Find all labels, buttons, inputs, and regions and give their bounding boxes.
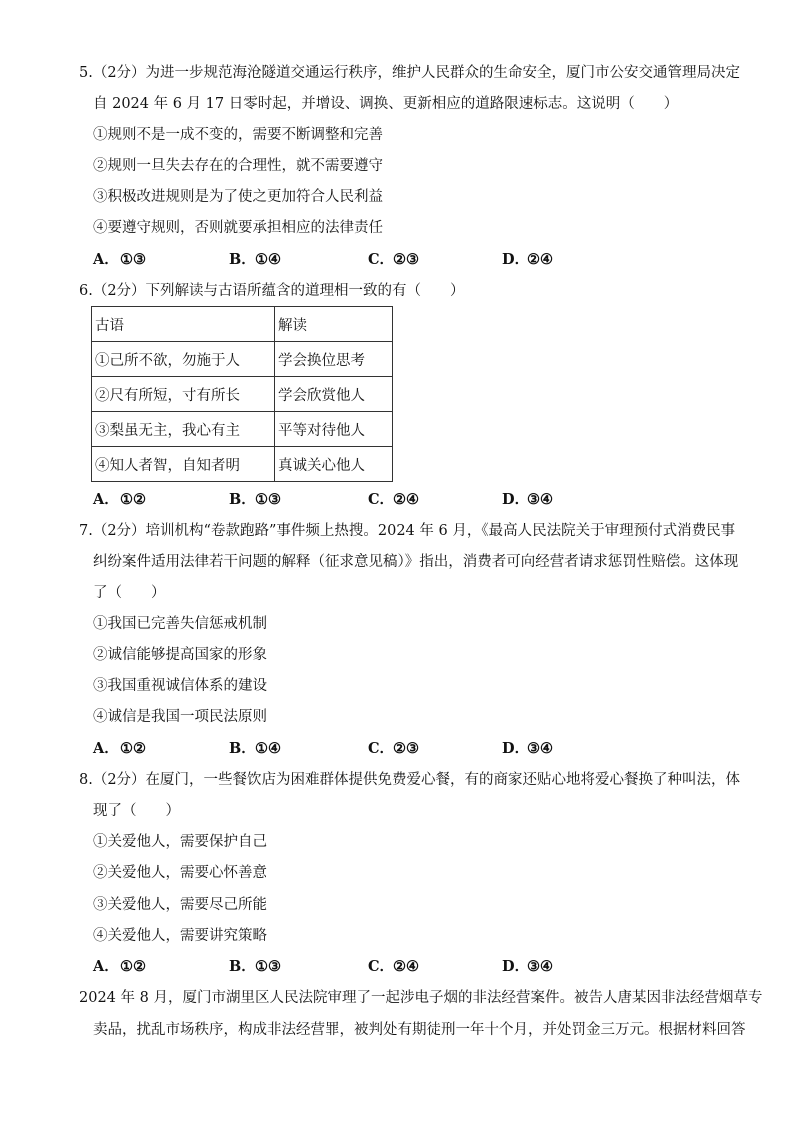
q7-stem-line3: 了（ ）: [93, 585, 166, 601]
q5-option-a-value: ①③: [120, 251, 146, 268]
q6-option-a-value: ①②: [120, 491, 146, 508]
q5-option-c-value: ②③: [393, 251, 419, 268]
q5-item: ②规则一旦失去存在的合理性，就不需要遵守: [93, 158, 383, 174]
q5-item: ①规则不是一成不变的，需要不断调整和完善: [93, 127, 383, 143]
table-header-row: [92, 307, 393, 342]
table-row: [92, 412, 393, 447]
q7-item: ④诚信是我国一项民法原则: [93, 709, 267, 725]
q7-item: ②诚信能够提高国家的形象: [93, 647, 267, 663]
q8-option-a-value: ①②: [120, 958, 146, 975]
q7-option-b-letter: B．: [229, 740, 256, 757]
table-cell: ④知人者智，自知者明: [92, 447, 275, 482]
q5-stem-line1: 5.（2分）为进一步规范海沧隧道交通运行秩序，维护人民群众的生命安全，厦门市公安交通管理局决定: [79, 65, 741, 81]
q6-option-b-letter: B．: [229, 491, 256, 508]
q7-stem-line2: 纠纷案件适用法律若干问题的解释（征求意见稿）》指出，消费者可向经营者请求惩罚性赔偿。这体现: [93, 554, 739, 570]
q5-option-c-letter: C．: [368, 251, 395, 268]
q7-stem-line1: 7.（2分）培训机构“卷款跑路”事件频上热搜。2024 年 6 月，《最高人民法院关于审理预付式消费民事: [79, 523, 736, 539]
q6-stem: 6.（2分）下列解读与古语所蕴含的道理相一致的有（ ）: [79, 283, 465, 299]
q8-item: ②关爱他人，需要心怀善意: [93, 865, 267, 881]
q6-option-d-value: ③④: [527, 491, 553, 508]
q7-option-c-letter: C．: [368, 740, 395, 757]
q6-option-c-letter: C．: [368, 491, 395, 508]
table-cell: 学会欣赏他人: [275, 377, 393, 412]
q6-table: [91, 306, 393, 482]
q8-stem-line1: 8.（2分）在厦门，一些餐饮店为困难群体提供免费爱心餐，有的商家还贴心地将爱心餐换了种叫法，体: [79, 772, 741, 788]
table-cell: ③梨虽无主，我心有主: [92, 412, 275, 447]
q6-option-b-value: ①③: [255, 491, 281, 508]
q8-stem-line2: 现了（ ）: [93, 803, 180, 819]
table-cell: 平等对待他人: [275, 412, 393, 447]
q7-option-a-value: ①②: [120, 740, 146, 757]
q6-option-a-letter: A．: [93, 491, 119, 508]
q7-item: ③我国重视诚信体系的建设: [93, 678, 267, 694]
q8-option-c-letter: C．: [368, 958, 395, 975]
q7-option-d-value: ③④: [527, 740, 553, 757]
q8-option-d-letter: D．: [502, 958, 530, 975]
q5-option-a-letter: A．: [93, 251, 119, 268]
q5-option-d-value: ②④: [527, 251, 553, 268]
q8-item: ④关爱他人，需要讲究策略: [93, 928, 267, 944]
q8-item: ①关爱他人，需要保护自己: [93, 834, 267, 850]
q7-option-c-value: ②③: [393, 740, 419, 757]
q6-option-d-letter: D．: [502, 491, 530, 508]
q5-option-b-value: ①④: [255, 251, 281, 268]
q8-option-a-letter: A．: [93, 958, 119, 975]
table-cell: ②尺有所短，寸有所长: [92, 377, 275, 412]
q5-stem-line2: 自 2024 年 6 月 17 日零时起，并增设、调换、更新相应的道路限速标志。这说明（ ）: [93, 96, 679, 112]
q7-option-d-letter: D．: [502, 740, 530, 757]
q8-option-c-value: ②④: [393, 958, 419, 975]
q6-option-c-value: ②④: [393, 491, 419, 508]
material-line2: 卖品，扰乱市场秩序，构成非法经营罪，被判处有期徒刑一年十个月，并处罚金三万元。根据材料回答: [93, 1022, 746, 1038]
table-row: [92, 447, 393, 482]
table-header-cell: 古语: [92, 307, 275, 342]
q7-option-a-letter: A．: [93, 740, 119, 757]
table-row: [92, 377, 393, 412]
table-header-cell: 解读: [275, 307, 393, 342]
q5-item: ④要遵守规则，否则就要承担相应的法律责任: [93, 220, 383, 236]
q8-item: ③关爱他人，需要尽己所能: [93, 897, 267, 913]
table-cell: 学会换位思考: [275, 342, 393, 377]
q8-option-d-value: ③④: [527, 958, 553, 975]
q5-item: ③积极改进规则是为了使之更加符合人民利益: [93, 189, 383, 205]
q5-option-d-letter: D．: [502, 251, 530, 268]
q8-option-b-value: ①③: [255, 958, 281, 975]
material-line1: 2024 年 8 月，厦门市湖里区人民法院审理了一起涉电子烟的非法经营案件。被告人唐某因非法经营烟草专: [79, 990, 763, 1006]
q8-option-b-letter: B．: [229, 958, 256, 975]
q5-option-b-letter: B．: [229, 251, 256, 268]
q7-option-b-value: ①④: [255, 740, 281, 757]
table-cell: 真诚关心他人: [275, 447, 393, 482]
table-row: [92, 342, 393, 377]
q7-item: ①我国已完善失信惩戒机制: [93, 616, 267, 632]
table-cell: ①己所不欲，勿施于人: [92, 342, 275, 377]
